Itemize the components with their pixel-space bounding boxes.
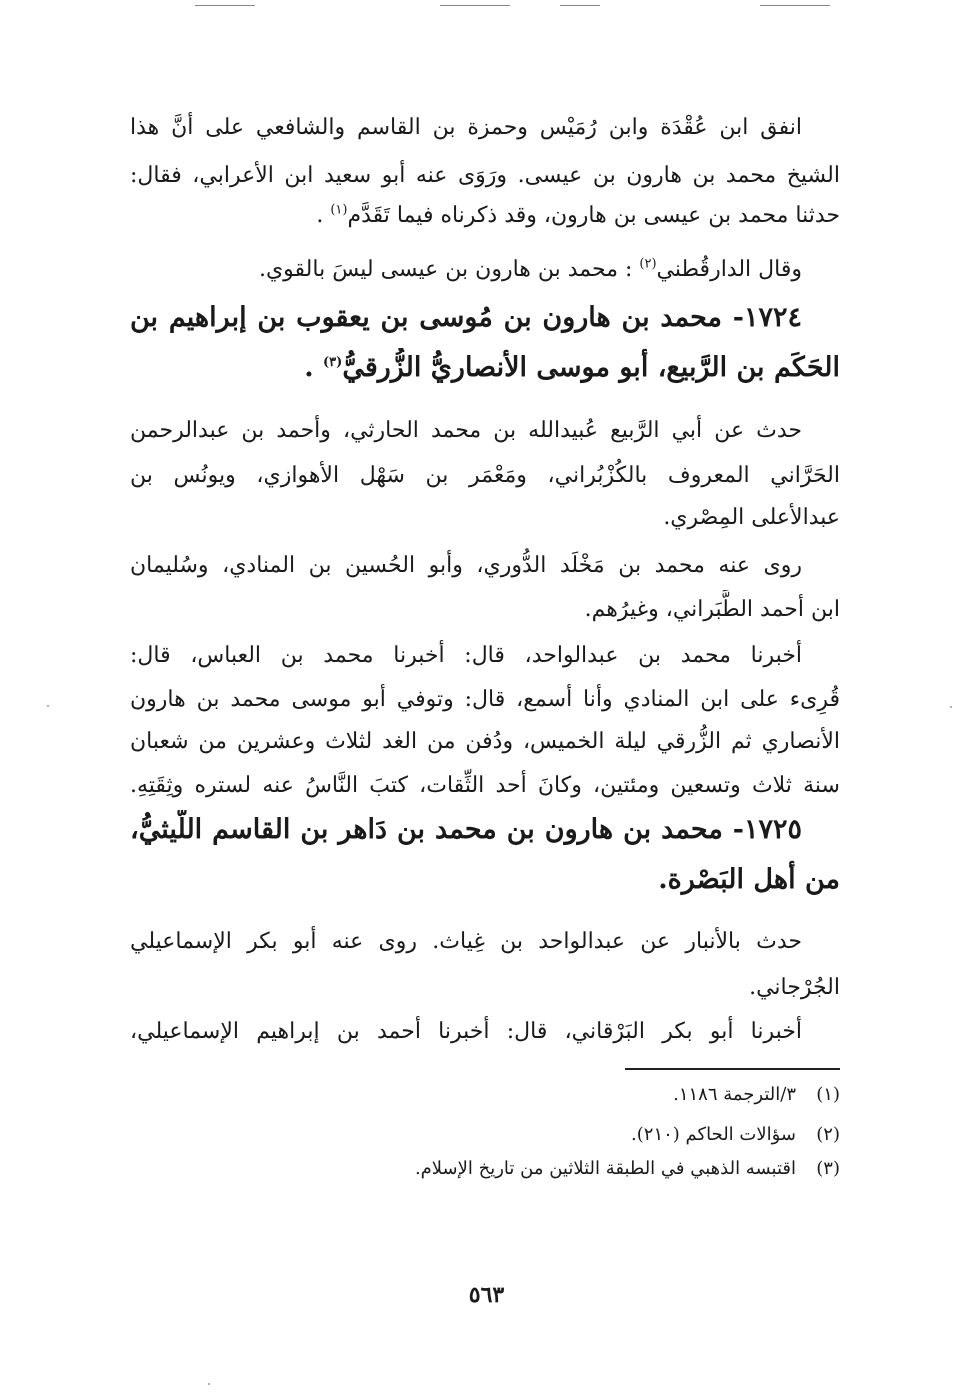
text-line: حدث بالأنبار عن عبدالواحد بن غِياث. روى عنه أبو بكر الإسماعيلي [130,929,802,954]
footnote-ref: (٣) [323,355,343,370]
text-line-content: حدثنا محمد بن عيسى بن هارون، وقد ذكرناه فيما تَقَدَّم [347,203,840,228]
footnote-number: (٢) [816,1124,840,1145]
text-line: سنة ثلاث وتسعين ومئتين، وكانَ أحد الثِّقات، كتبَ النَّاسُ عنه لستره وثِقَتِهِ. [130,773,840,798]
text-line: الأنصاري ثم الزُّرقي ليلة الخميس، ودُفن من الغد لثلاث وعشرين من شعبان [130,729,840,754]
footnote-text: ٣/الترجمة ١١٨٦. [673,1084,796,1105]
text-line: الجُرْجاني. [749,975,840,1000]
footnote-3 [130,1154,840,1184]
top-edge-marks [0,2,973,8]
footnote-separator [625,1068,840,1070]
text-line: قُرِىء على ابن المنادي وأنا أسمع، قال: وتوفي أبو موسى محمد بن هارون [130,687,840,712]
text-line: انفق ابن عُقْدَة وابن رُمَيْس وحمزة بن القاسم والشافعي على أنَّ هذا [130,115,802,140]
scan-speck [950,706,952,708]
text-line: الشيخ محمد بن هارون بن عيسى. ورَوَى عنه أبو سعيد ابن الأعرابي، فقال: [130,163,840,188]
entry-heading-1725-cont: من أهل البَصْرة. [658,864,840,895]
page-number: ٥٦٣ [468,1282,505,1308]
footnote-2 [130,1120,840,1150]
line-period: . [316,203,324,228]
text-line: عبدالأعلى المِصْري. [663,505,840,530]
footnote-text: اقتبسه الذهبي في الطبقة الثلاثين من تاريخ الإسلام. [414,1158,796,1179]
text-line: الحَرَّاني المعروف بالكُزْبُراني، ومَعْمَر بن سَهْل الأهوازي، ويونُس بن [130,463,840,488]
scan-speck [47,705,49,707]
text-line: حدث عن أبي الرَّبيع عُبيدالله بن محمد الحارثي، وأحمد بن عبدالرحمن [130,418,802,443]
entry-heading-1724-cont [130,348,840,388]
text-line [130,196,840,236]
line-period: . [304,352,314,383]
scan-speck [208,1383,210,1385]
text-line: روى عنه محمد بن مَخْلَد الدُّوري، وأبو الحُسين بن المنادي، وسُليمان [130,553,802,578]
text-line: أخبرنا أبو بكر البَرْقاني، قال: أخبرنا أحمد بن إبراهيم الإسماعيلي، [130,1019,802,1044]
footnote-1 [130,1080,840,1110]
footnote-text: سؤالات الحاكم (٢١٠). [631,1124,796,1145]
footnote-number: (٣) [816,1158,840,1179]
text-line: ابن أحمد الطَّبَراني، وغيرُهم. [584,597,840,622]
entry-heading-1725: ١٧٢٥- محمد بن هارون بن محمد بن دَاهر بن القاسم اللَّيثيُّ، [130,814,802,845]
footnote-ref: (٢) [639,256,657,272]
text-line: أخبرنا محمد بن عبدالواحد، قال: أخبرنا محمد بن العباس، قال: [130,643,802,668]
footnote-ref: (١) [330,202,348,218]
text-line [130,250,840,290]
footnote-number: (١) [816,1084,840,1105]
entry-heading-1724: ١٧٢٤- محمد بن هارون بن مُوسى بن يعقوب بن إبراهيم بن [130,302,802,333]
text-line-content: وقال الدارقُطني [656,257,802,282]
text-line-content: الحَكَم بن الرَّبيع، أبو موسى الأنصاريُّ الزُّرقيُّ [342,352,840,383]
text-line-content: : محمد بن هارون بن عيسى ليسَ بالقوي. [258,257,633,282]
